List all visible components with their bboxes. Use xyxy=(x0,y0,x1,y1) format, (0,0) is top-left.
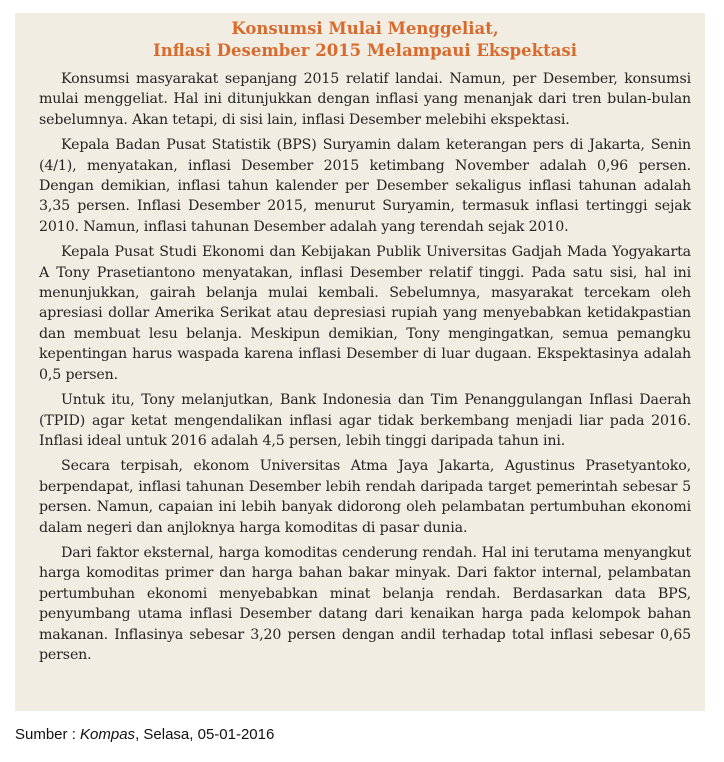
title-line-2: Inflasi Desember 2015 Melampaui Ekspektasi xyxy=(153,41,577,60)
article-paragraph-3: Kepala Pusat Studi Ekonomi dan Kebijakan Publik Universitas Gadjah Mada Yogyakarta A Tony Prasetiantono menyatakan, inflasi Desember relatif tinggi. Pada satu sisi, hal ini menunjukkan, gairah belanja mulai kembali. Sebelumnya, masyarakat tercekam oleh apresiasi dollar Amerika Serikat atau depresiasi rupiah yang menyebabkan ketidakpastian dan membuat lesu belanja. Meskipun demikian, Tony mengingatkan, semua pemangku kepentingan harus waspada karena inflasi Desember di luar dugaan. Ekspektasinya adalah 0,5 persen. xyxy=(39,244,691,383)
article-paragraph-1: Konsumsi masyarakat sepanjang 2015 relatif landai. Namun, per Desember, konsumsi mulai menggeliat. Hal ini ditunjukkan dengan inflasi yang menanjak dari tren bulan-bulan sebelumnya. Akan tetapi, di sisi lain, inflasi Desember melebihi ekspektasi. xyxy=(39,71,691,128)
source-date: , Selasa, 05-01-2016 xyxy=(135,726,275,743)
article-title xyxy=(39,18,691,62)
source-publication: Kompas xyxy=(80,726,136,743)
article-paragraph-6: Dari faktor eksternal, harga komoditas cenderung rendah. Hal ini terutama menyangkut harga komoditas primer dan harga bahan bakar minyak. Dari faktor internal, pelambatan pertumbuhan ekonomi menyebabkan minat belanja rendah. Berdasarkan data BPS, penyumbang utama inflasi Desember datang dari kenaikan harga pada kelompok bahan makanan. Inflasinya sebesar 3,20 persen dengan andil terhadap total inflasi sebesar 0,65 persen. xyxy=(39,544,691,663)
source-citation xyxy=(15,726,274,743)
article-panel xyxy=(15,13,705,711)
article-paragraph-4: Untuk itu, Tony melanjutkan, Bank Indonesia dan Tim Penanggulangan Inflasi Daerah (TPID) agar ketat mengendalikan inflasi agar tidak berkembang menjadi liar pada 2016. Inflasi ideal untuk 2016 adalah 4,5 persen, lebih tinggi daripada tahun ini. xyxy=(39,392,691,449)
source-prefix: Sumber : xyxy=(15,726,81,743)
article-paragraph-2: Kepala Badan Pusat Statistik (BPS) Suryamin dalam keterangan pers di Jakarta, Senin (4/1), menyatakan, inflasi Desember 2015 ketimbang November adalah 0,96 persen. Dengan demikian, inflasi tahun kalender per Desember sekaligus inflasi tahunan adalah 3,35 persen. Inflasi Desember 2015, menurut Suryamin, termasuk inflasi tertinggi sejak 2010. Namun, inflasi tahunan Desember adalah yang terendah sejak 2010. xyxy=(39,137,691,235)
title-line-1: Konsumsi Mulai Menggeliat, xyxy=(231,19,499,38)
article-paragraph-5: Secara terpisah, ekonom Universitas Atma Jaya Jakarta, Agustinus Prasetyantoko, berpendapat, inflasi tahunan Desember lebih rendah daripada target pemerintah sebesar 5 persen. Namun, capaian ini lebih banyak didorong oleh pelambatan pertumbuhan ekonomi dalam negeri dan anjloknya harga komoditas di pasar dunia. xyxy=(39,458,691,536)
